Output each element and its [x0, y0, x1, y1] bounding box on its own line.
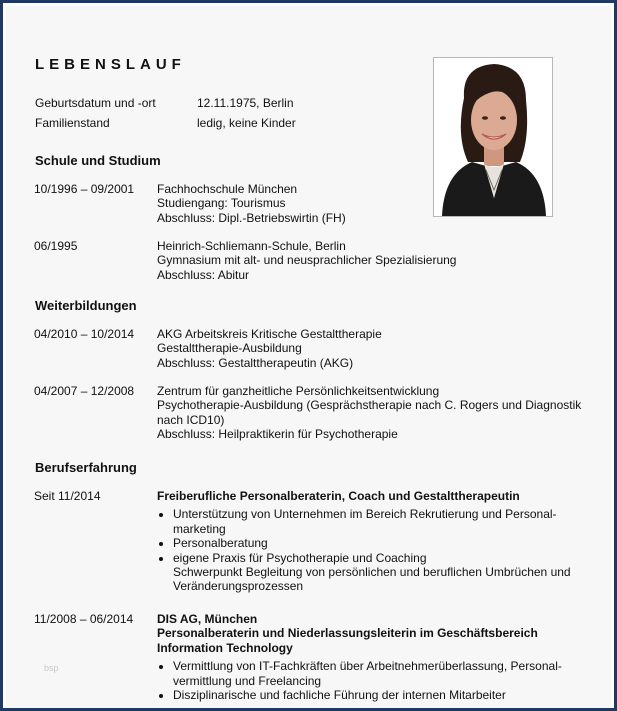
entry-line: Zentrum für ganzheitliche Persönlichkeitsentwicklung [157, 384, 440, 398]
birth-label: Geburtsdatum und -ort [35, 96, 156, 110]
entry-date: Seit 11/2014 [34, 489, 101, 503]
entry-body [157, 612, 602, 702]
bullet-line: • Disziplinarische und fachliche Führung der internen Mitarbeiter [173, 688, 506, 703]
entry-line: Abschluss: Heilpraktikerin für Psychotherapie [157, 427, 398, 442]
entry-body [157, 182, 602, 225]
watermark: bsp [44, 663, 59, 673]
bullet-line: • Personalberatung [173, 536, 268, 551]
section-heading-schule: Schule und Studium [35, 153, 161, 168]
entry-date: 06/1995 [34, 239, 78, 253]
job-bullets [157, 507, 602, 593]
section-heading-weiterbildungen: Weiterbildungen [35, 298, 137, 313]
entry-body [157, 489, 602, 594]
list-item [173, 659, 602, 688]
job-bullets [157, 659, 602, 702]
entry-date: 04/2007 – 12/2008 [34, 384, 135, 398]
cv-page [6, 6, 611, 711]
list-item [173, 536, 602, 550]
entry-body [157, 239, 602, 282]
job-title: Information Technology [157, 640, 293, 655]
entry-line: Gymnasium mit alt- und neusprachlicher Spezialisierung [157, 253, 457, 268]
entry-line: Abschluss: Abitur [157, 267, 250, 282]
entry-line: AKG Arbeitskreis Kritische Gestalttherapie [157, 327, 382, 341]
entry-date: 04/2010 – 10/2014 [34, 327, 135, 341]
family-value: ledig, keine Kinder [197, 116, 296, 130]
bullet-line: vermittlung und Freelancing [173, 673, 322, 688]
entry-body [157, 327, 602, 370]
job-title: Personalberaterin und Niederlassungsleiterin im Geschäftsbereich [157, 626, 538, 641]
cv-title: LEBENSLAUF [35, 56, 186, 73]
entry-line: Studiengang: Tourismus [157, 196, 286, 211]
entry-line: Abschluss: Gestalttherapeutin (AKG) [157, 355, 354, 370]
job-title: DIS AG, München [157, 612, 258, 626]
list-item [173, 551, 602, 594]
entry-line: Abschluss: Dipl.-Betriebswirtin (FH) [157, 210, 346, 225]
entry-line: Psychotherapie-Ausbildung (Gesprächstherapie nach C. Rogers und Diagnostik nach ICD10) [157, 398, 582, 427]
list-item [173, 507, 602, 536]
bullet-line: Schwerpunkt Begleitung von persönlichen und beruflichen Umbrüchen und [173, 565, 571, 580]
birth-value: 12.11.1975, Berlin [197, 96, 294, 110]
family-label: Familienstand [35, 116, 110, 130]
bullet-line: marketing [173, 521, 226, 536]
section-heading-beruf: Berufserfahrung [35, 460, 137, 475]
bullet-line: Veränderungsprozessen [173, 579, 304, 594]
entry-line: Fachhochschule München [157, 182, 298, 196]
bullet-line: • eigene Praxis für Psychotherapie und Coaching [173, 550, 427, 565]
job-title: Freiberufliche Personalberaterin, Coach und Gestalttherapeutin [157, 489, 520, 503]
entry-date: 11/2008 – 06/2014 [34, 612, 134, 626]
entry-line: Gestalttherapie-Ausbildung [157, 341, 302, 356]
entry-date: 10/1996 – 09/2001 [34, 182, 135, 196]
list-item [173, 688, 602, 702]
bullet-line: • Unterstützung von Unternehmen im Bereich Rekrutierung und Personal- [173, 507, 557, 522]
bullet-line: • Vermittlung von IT-Fachkräften über Arbeitnehmerüberlassung, Personal- [173, 659, 562, 674]
entry-line: Heinrich-Schliemann-Schule, Berlin [157, 239, 346, 253]
entry-body [157, 384, 602, 442]
